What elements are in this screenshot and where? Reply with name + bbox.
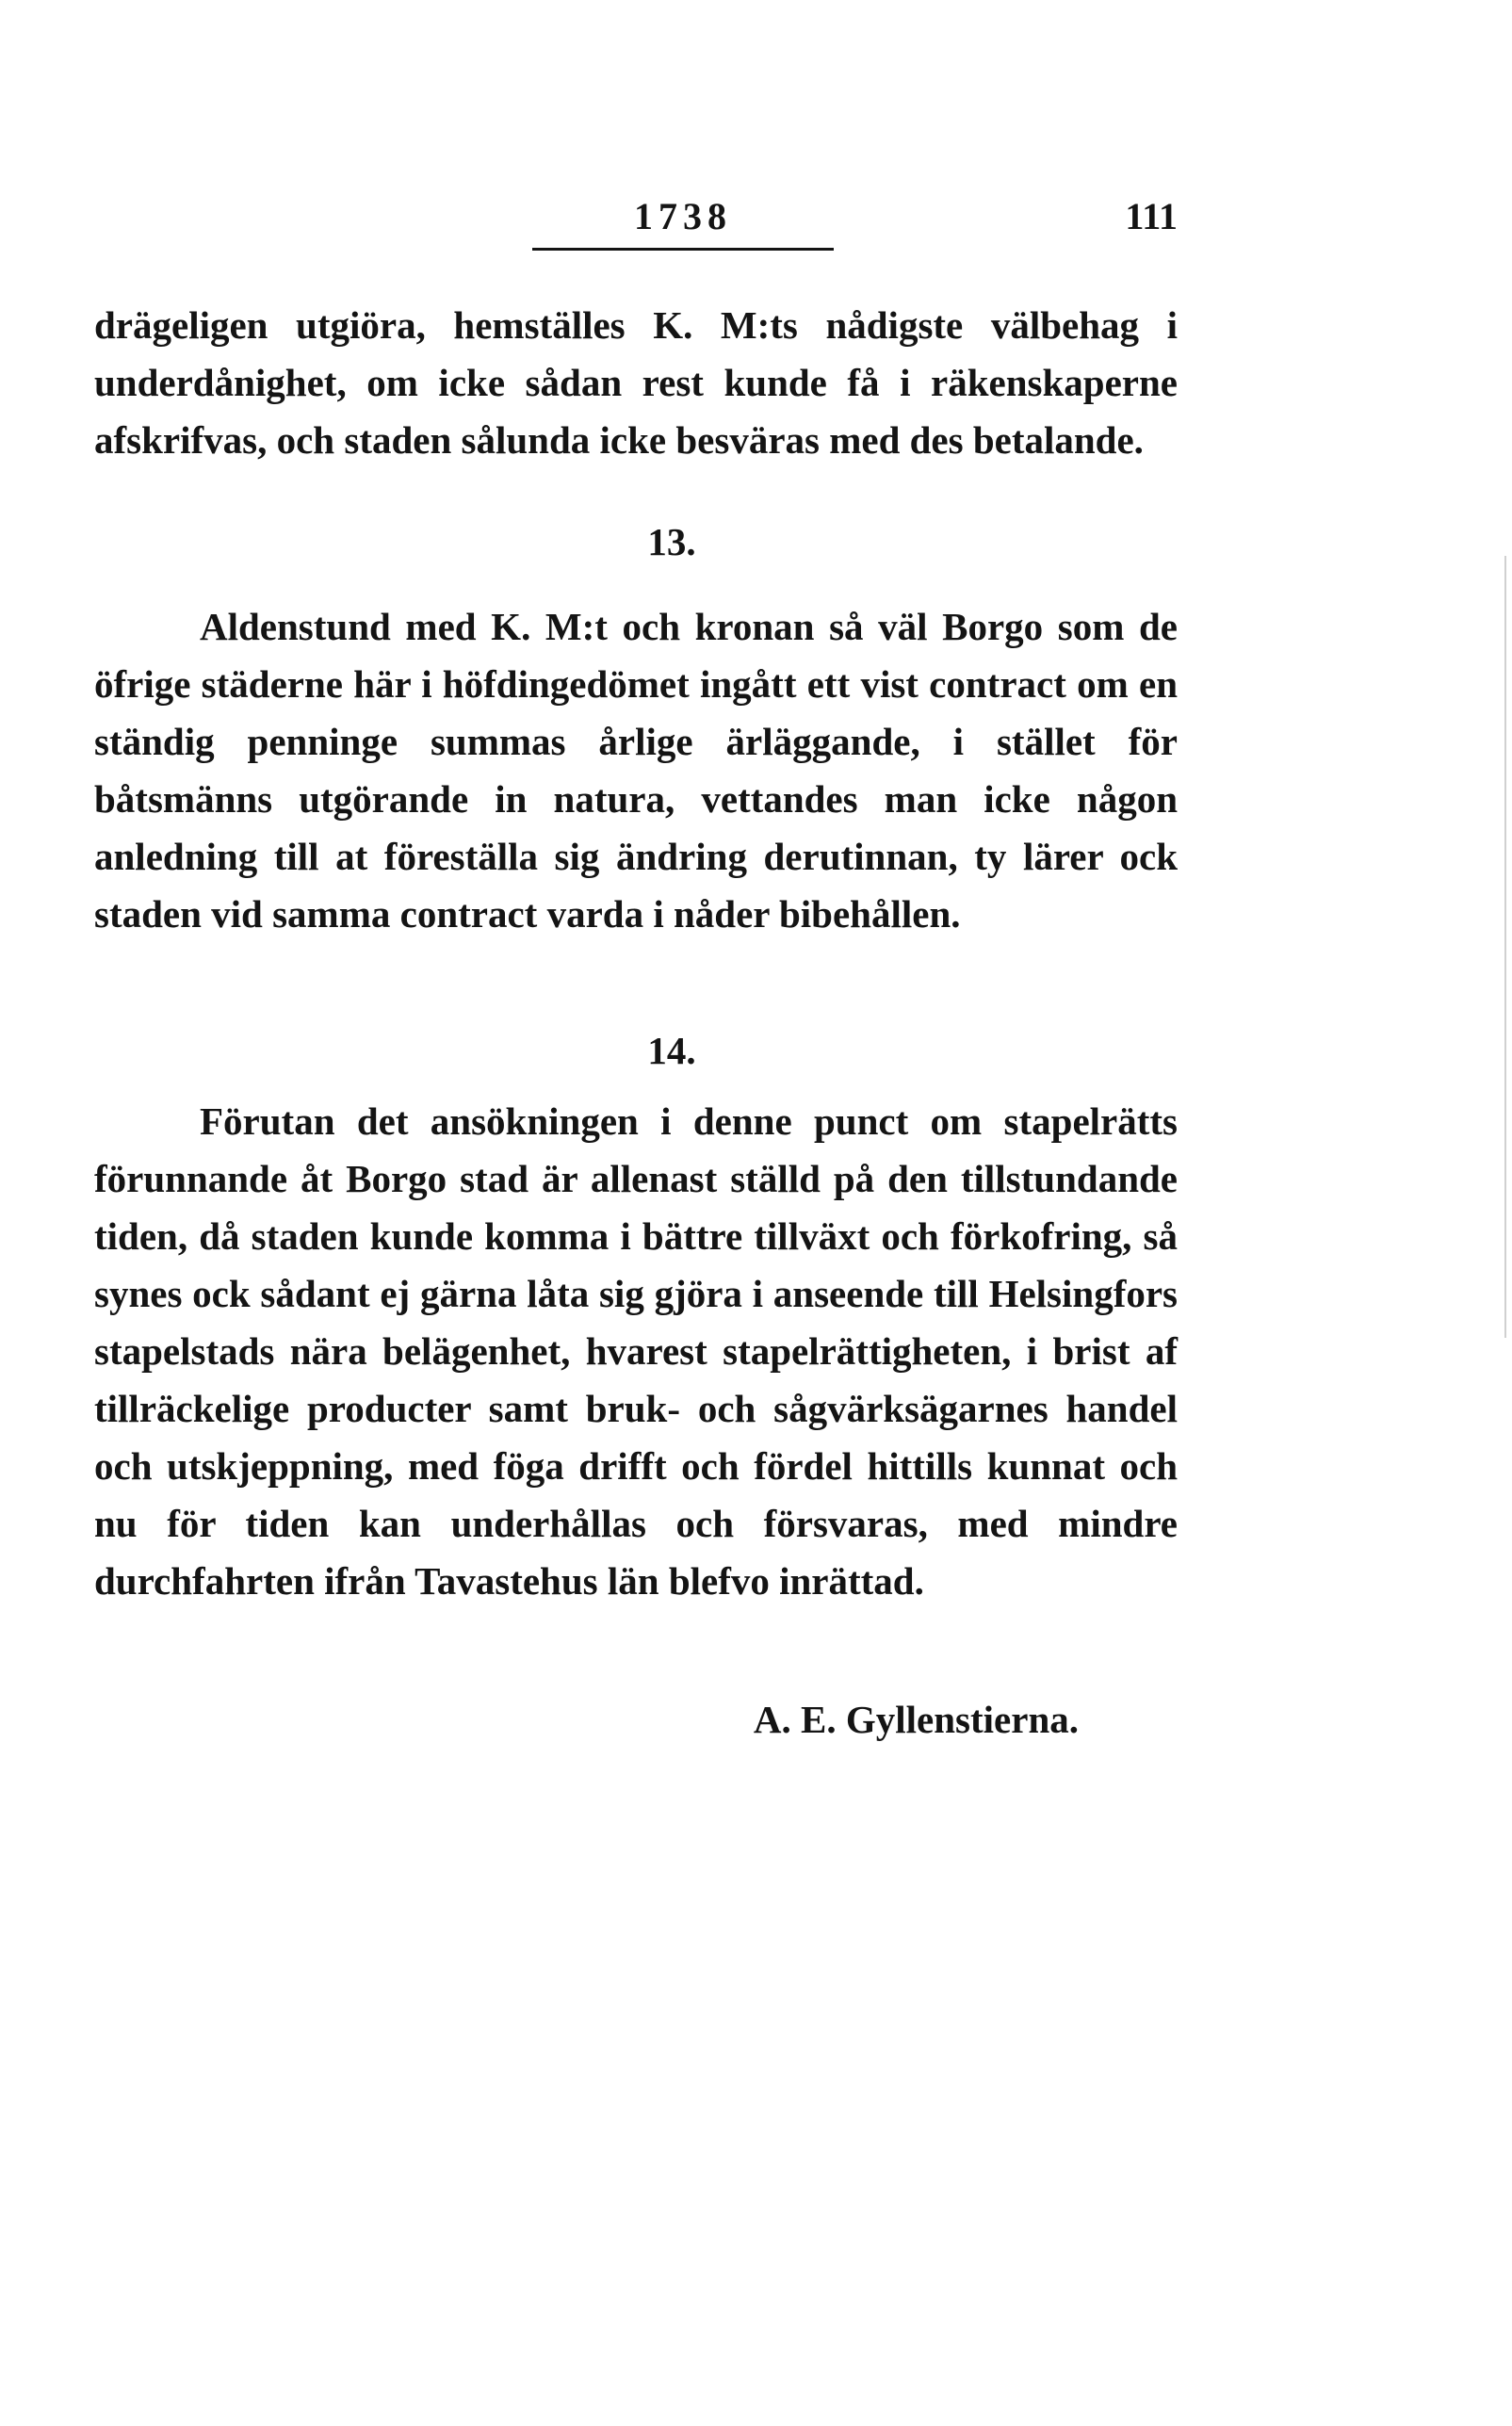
paragraph-section-14: Förutan det ansökningen i denne punct om stapelrätts förunnande åt Borgo stad är allenast ställd på den tillstundande tiden, då staden kunde komma i bättre tillväxt och förkofring, så synes ock sådant ej gärna låta sig gjöra i anseende till Helsingfors stapelstads nära belägenhet, hvarest stapelrättigheten, i brist af tillräckelige producter samt bruk- och sågvärksägarnes handel och utskjeppning, med föga drifft och fördel hittills kunnat och nu för tiden kan underhållas och försvaras, med mindre durchfahrten ifrån Tavastehus län blefvo inrättad. xyxy=(94,1099,1178,1603)
paragraph-section-13: Aldenstund med K. M:t och kronan så väl Borgo som de öfrige städerne här i höfdingedömet ingått ett vist contract om en ständig penninge summas årlige ärläggande, i stället för båtsmänns utgörande in natura, vettandes man icke någon anledning till at föreställa sig ändring derutinnan, ty lärer ock staden vid samma contract varda i nåder bibehållen. xyxy=(94,605,1178,936)
header-rule xyxy=(532,248,834,251)
paragraph-continued: drägeligen utgiöra, hemställes K. M:ts nådigste välbehag i underdånighet, om icke sådan rest kunde få i räkenskaperne afskrifvas, och staden sålunda icke besväras med des betalande. xyxy=(94,303,1178,462)
scan-edge-line xyxy=(1504,556,1506,1338)
section-number-13: 13. xyxy=(647,520,696,563)
page-header xyxy=(94,193,1178,259)
header-year: 1738 xyxy=(634,195,732,237)
section-number-14: 14. xyxy=(647,1029,696,1072)
signature: A. E. Gyllenstierna. xyxy=(753,1698,1079,1741)
page-number: 111 xyxy=(1125,195,1178,237)
